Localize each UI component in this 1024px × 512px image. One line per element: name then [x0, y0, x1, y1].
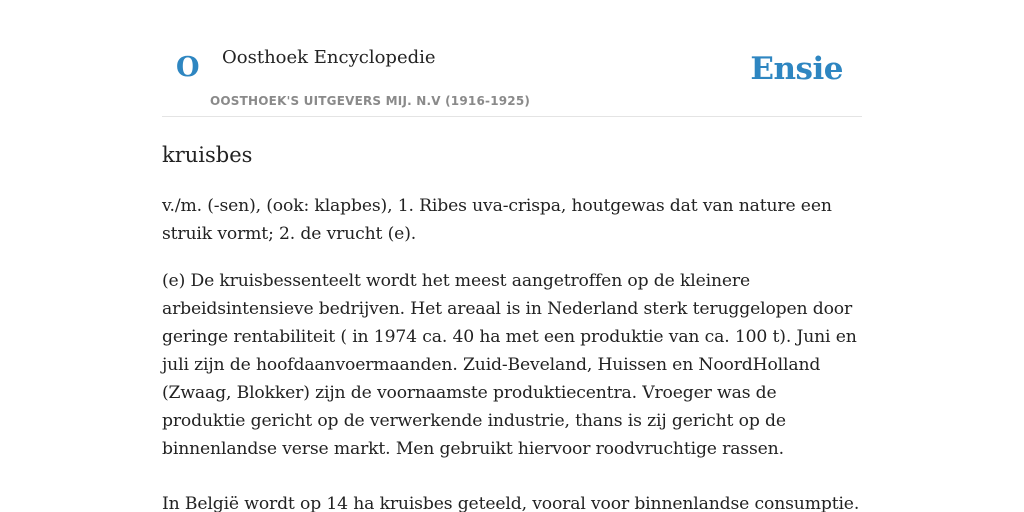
source-title-link[interactable]: Oosthoek Encyclopedie: [222, 47, 436, 68]
entry-body: [162, 192, 862, 512]
publisher-label: OOSTHOEK'S UITGEVERS MIJ. N.V (1916-1925): [210, 94, 531, 108]
entry-paragraph: (e) De kruisbessenteelt wordt het meest aangetroffen op de kleinere arbeidsintensieve bedrijven. Het areaal is in Nederland sterk teruggelopen door geringe rentabiliteit ( in 1974 ca. 40 ha met een produktie van ca. 100 t). Juni en juli zijn de hoofdaanvoermaanden. Zuid-Beveland, Huissen en NoordHolland (Zwaag, Blokker) zijn de voornaamste produktiecentra. Vroeger was de produktie gericht op de verwerkende industrie, thans is zij gericht op de binnenlandse verse markt. Men gebruikt hiervoor roodvruchtige rassen.: [162, 271, 857, 459]
ensie-logo-link[interactable]: Ensie: [750, 51, 843, 87]
entry-title: kruisbes: [162, 143, 253, 167]
source-header: [162, 0, 862, 117]
entry-paragraph: In België wordt op 14 ha kruisbes geteeld, vooral voor binnenlandse consumptie.: [162, 494, 860, 512]
source-initial: O: [176, 52, 200, 83]
entry-definition: v./m. (-sen), (ook: klapbes), 1. Ribes uva-crispa, houtgewas dat van nature een struik vormt; 2. de vrucht (e).: [162, 196, 832, 244]
